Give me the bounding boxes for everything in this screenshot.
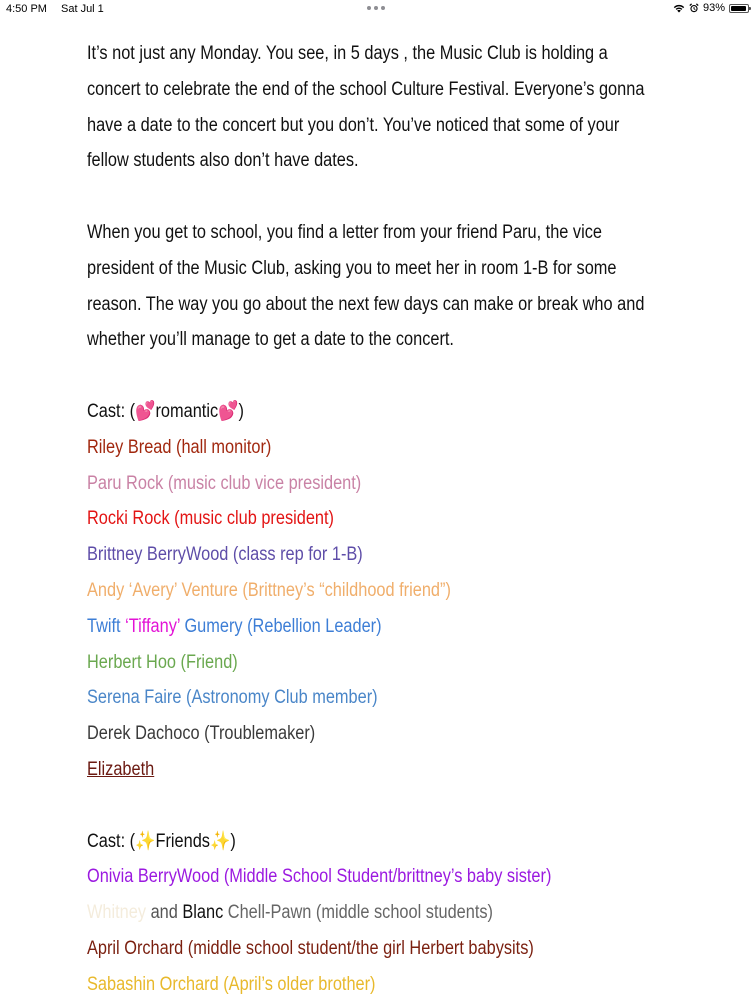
cast-member: Serena Faire (Astronomy Club member)	[87, 687, 378, 709]
story-paragraph-2	[87, 215, 645, 358]
cast-friends-heading: Cast: (✨Friends✨)	[87, 830, 236, 852]
battery-icon	[729, 4, 749, 13]
cast-member: Onivia BerryWood (Middle School Student/brittney’s baby sister)	[87, 866, 552, 888]
cast-member: Twift ‘Tiffany’ Gumery (Rebellion Leader)	[87, 615, 382, 637]
story-paragraph-1	[87, 36, 645, 179]
cast-romantic-heading: Cast: (💕romantic💕)	[87, 400, 244, 422]
cast-member: Herbert Hoo (Friend)	[87, 651, 238, 673]
story-line: It’s not just any Monday. You see, in 5 days , the Music Club is holding a	[87, 43, 608, 64]
cast-member: Andy ‘Avery’ Venture (Brittney’s “childhood friend”)	[87, 579, 451, 601]
cast-member: Whitney and Blanc Chell-Pawn (middle school students)	[87, 902, 493, 924]
story-line: whether you’ll manage to get a date to the concert.	[87, 329, 454, 351]
cast-romantic-section	[87, 394, 603, 788]
status-time: 4:50 PM	[6, 3, 47, 15]
two-hearts-icon: 💕	[218, 400, 239, 422]
story-line: When you get to school, you find a letter from your friend Paru, the vice	[87, 221, 602, 243]
story-content	[87, 36, 645, 1003]
story-line: president of the Music Club, asking you to meet her in room 1-B for some	[87, 257, 617, 279]
story-line: concert to celebrate the end of the school Culture Festival. Everyone’s gonna	[87, 78, 645, 100]
battery-percent: 93%	[702, 2, 725, 14]
story-line: reason. The way you go about the next few days can make or break who and	[87, 293, 645, 315]
cast-member: Sabashin Orchard (April’s older brother)	[87, 973, 376, 995]
cast-member: Rocki Rock (music club president)	[87, 508, 334, 530]
cast-member: April Orchard (middle school student/the girl Herbert babysits)	[87, 937, 534, 959]
sparkles-icon: ✨	[135, 830, 156, 852]
status-bar	[0, 0, 755, 18]
cast-friends-section	[87, 824, 603, 1003]
cast-member: Paru Rock (music club vice president)	[87, 472, 362, 494]
wifi-icon	[673, 3, 685, 13]
multitasking-dots-icon[interactable]	[367, 2, 385, 10]
alarm-icon	[689, 3, 699, 13]
story-line: have a date to the concert but you don’t. You’ve noticed that some of your	[87, 114, 620, 136]
cast-member: Brittney BerryWood (class rep for 1-B)	[87, 544, 363, 566]
two-hearts-icon: 💕	[135, 400, 156, 422]
cast-member: Elizabeth	[87, 758, 155, 780]
cast-member: Riley Bread (hall monitor)	[87, 436, 272, 458]
status-date: Sat Jul 1	[61, 3, 104, 15]
story-line: fellow students also don’t have dates.	[87, 150, 359, 172]
cast-member: Derek Dachoco (Troublemaker)	[87, 723, 316, 745]
sparkles-icon: ✨	[209, 830, 231, 852]
status-indicators	[673, 2, 749, 14]
